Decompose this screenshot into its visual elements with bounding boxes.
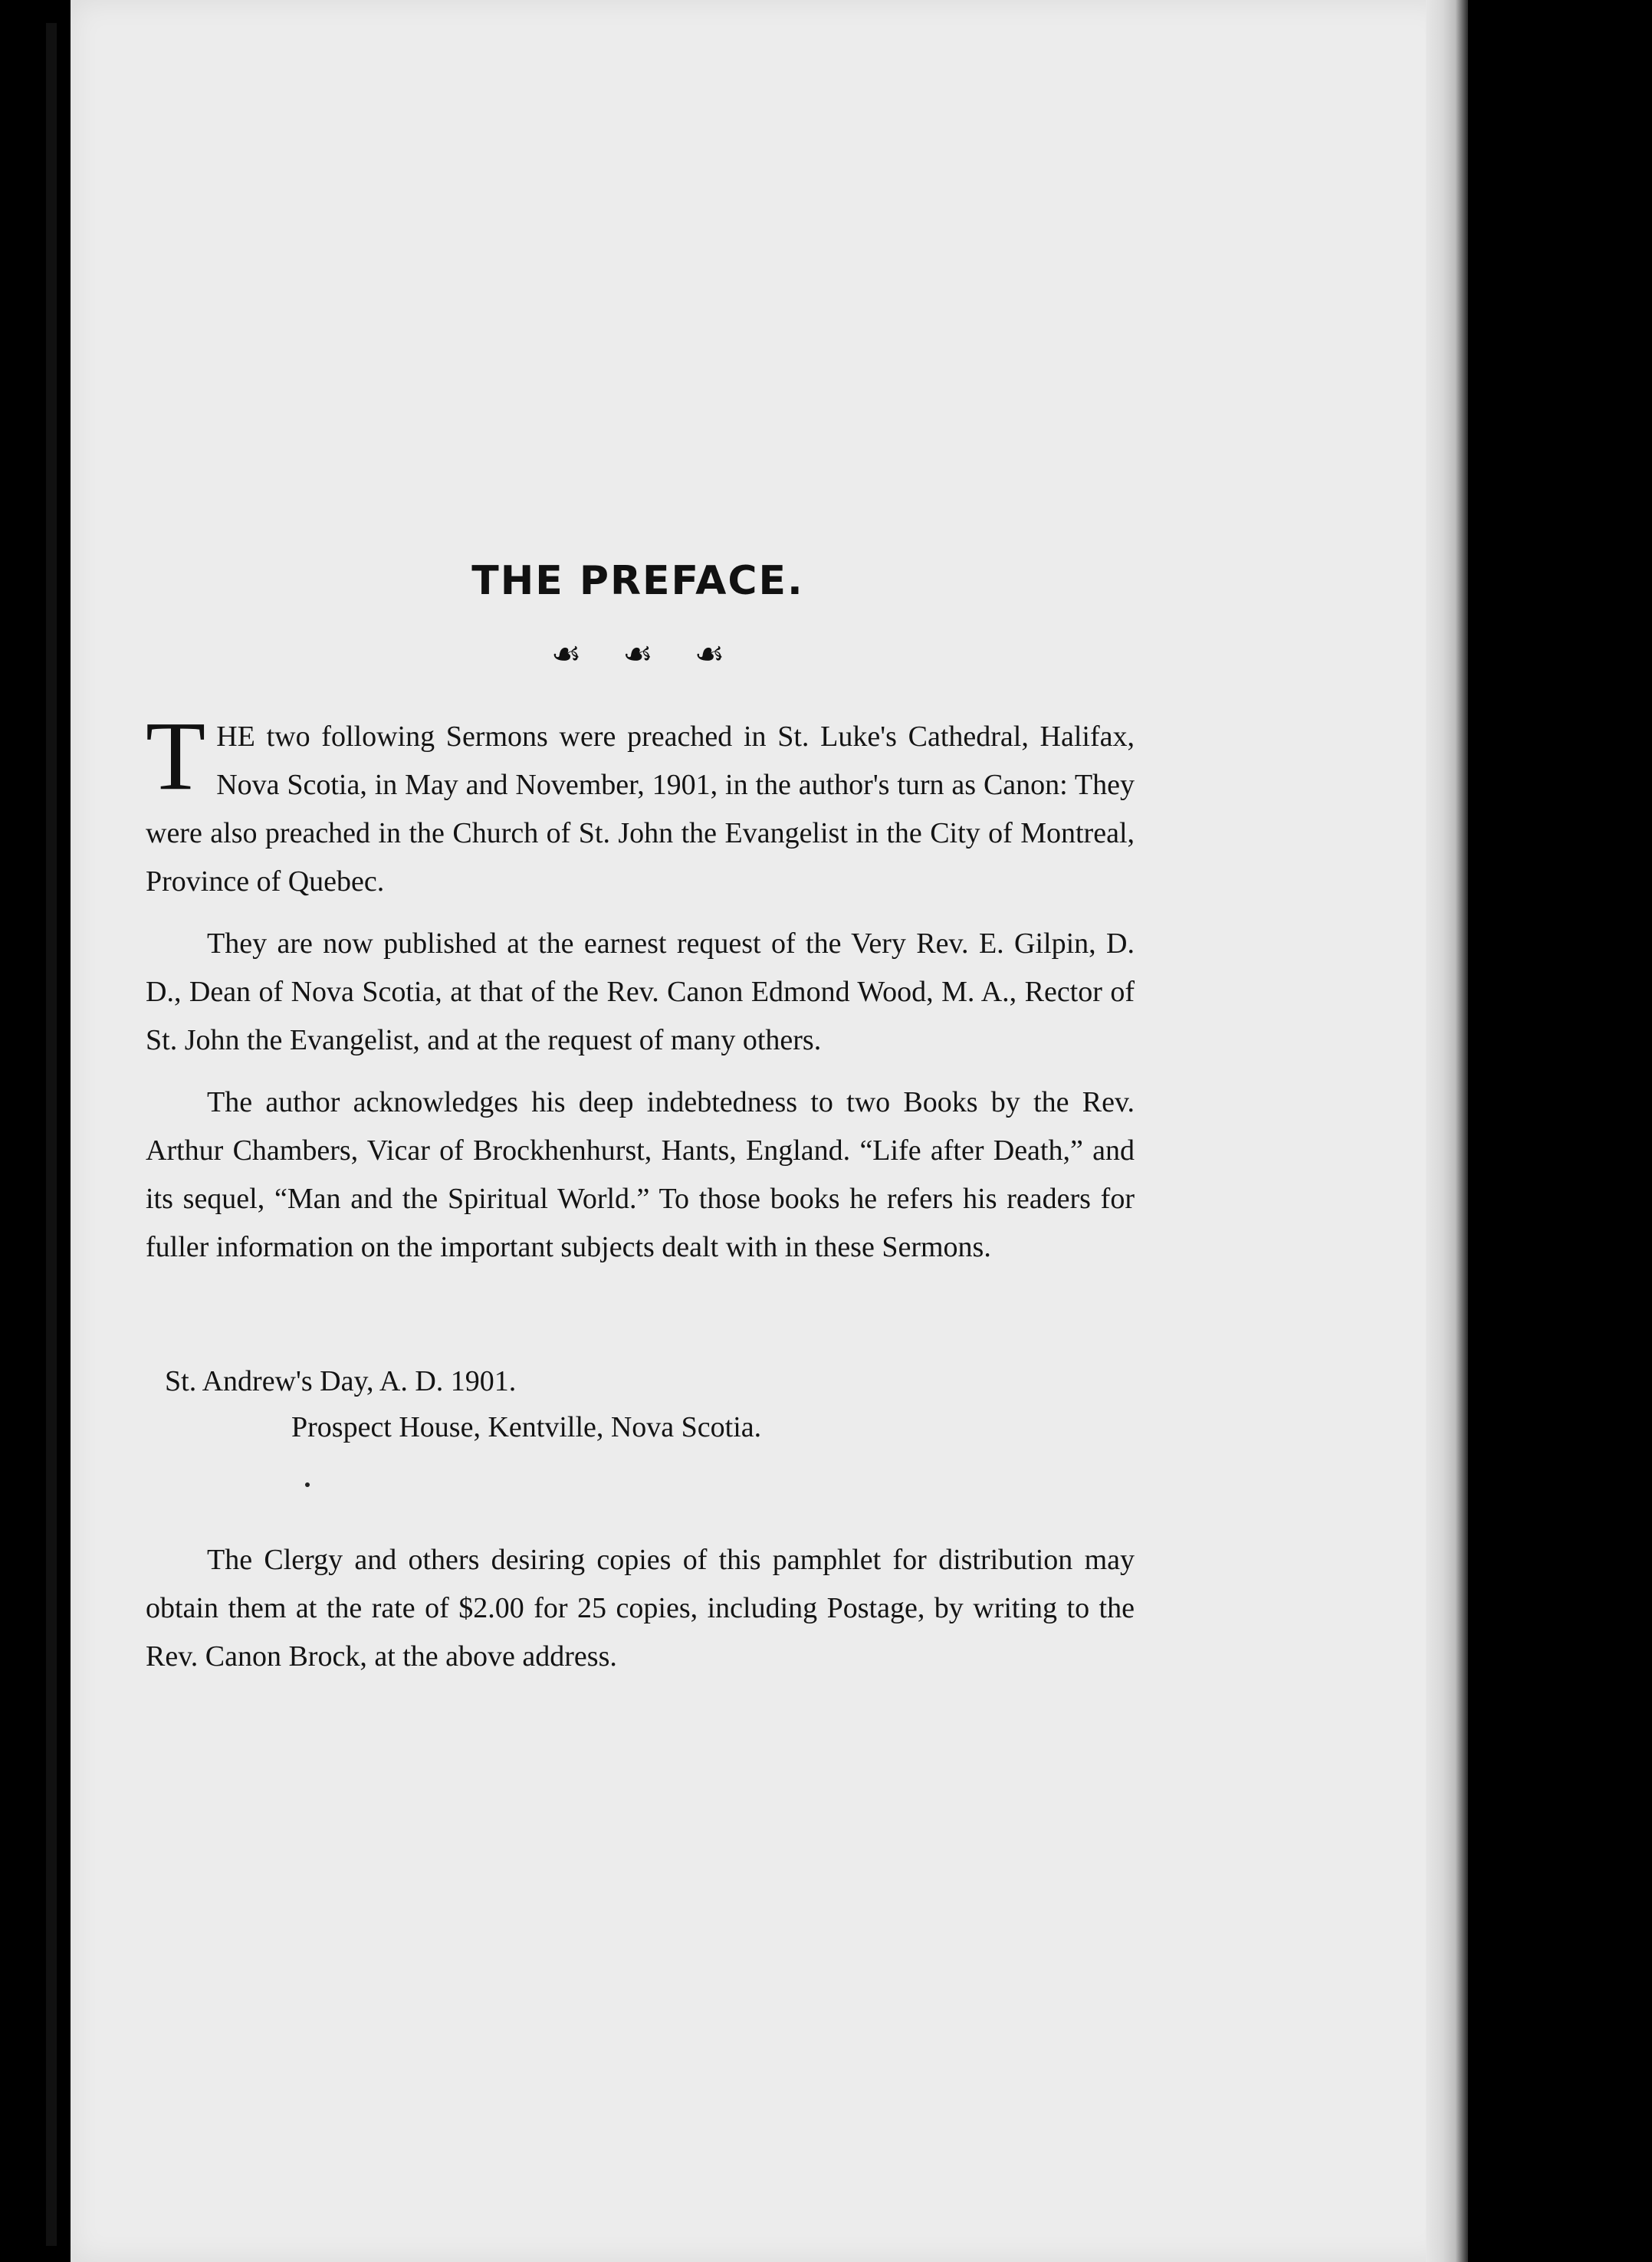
signature-place: Prospect House, Kentville, Nova Scotia. bbox=[291, 1411, 762, 1443]
signature-date: St. Andrew's Day, A. D. 1901. bbox=[165, 1365, 517, 1397]
page-edge bbox=[1426, 0, 1468, 2262]
paragraph-1-text: HE two following Sermons were preached in St. Luke's Cathedral, Halifax, Nova Scotia, in May and November, 1901, in the author's turn as Canon: They were also preached in the Church of St. John the Evangelist in the City of Montreal, Province of Quebec. bbox=[146, 721, 1135, 898]
drop-cap: T bbox=[146, 701, 206, 810]
preface-body bbox=[146, 701, 1135, 1285]
page-title: THE PREFACE. bbox=[471, 558, 804, 604]
paragraph-1 bbox=[146, 701, 1135, 906]
binding-shadow bbox=[46, 23, 57, 2246]
ink-speck bbox=[305, 1482, 310, 1487]
paragraph-2: They are now published at the earnest request of the Very Rev. E. Gilpin, D. D., Dean of Nova Scotia, at that of the Rev. Canon Edmond Wood, M. A., Rector of St. John the Evangelist, and at the request of many others. bbox=[146, 927, 1135, 1056]
distribution-notice: The Clergy and others desiring copies of this pamphlet for distribution may obtain them at the rate of $2.00 for 25 copies, including Postage, by writing to the Rev. Canon Brock, at the above address. bbox=[146, 1544, 1135, 1673]
ornament-divider: ☙ ☙ ☙ bbox=[550, 635, 725, 674]
paragraph-3: The author acknowledges his deep indebtedness to two Books by the Rev. Arthur Chambers, Vicar of Brockhenhurst, Hants, England. “Life after Death,” and its sequel, “Man and the Spiritual World.” To those books he refers his readers for fuller information on the important subjects dealt with in these Sermons. bbox=[146, 1086, 1135, 1263]
